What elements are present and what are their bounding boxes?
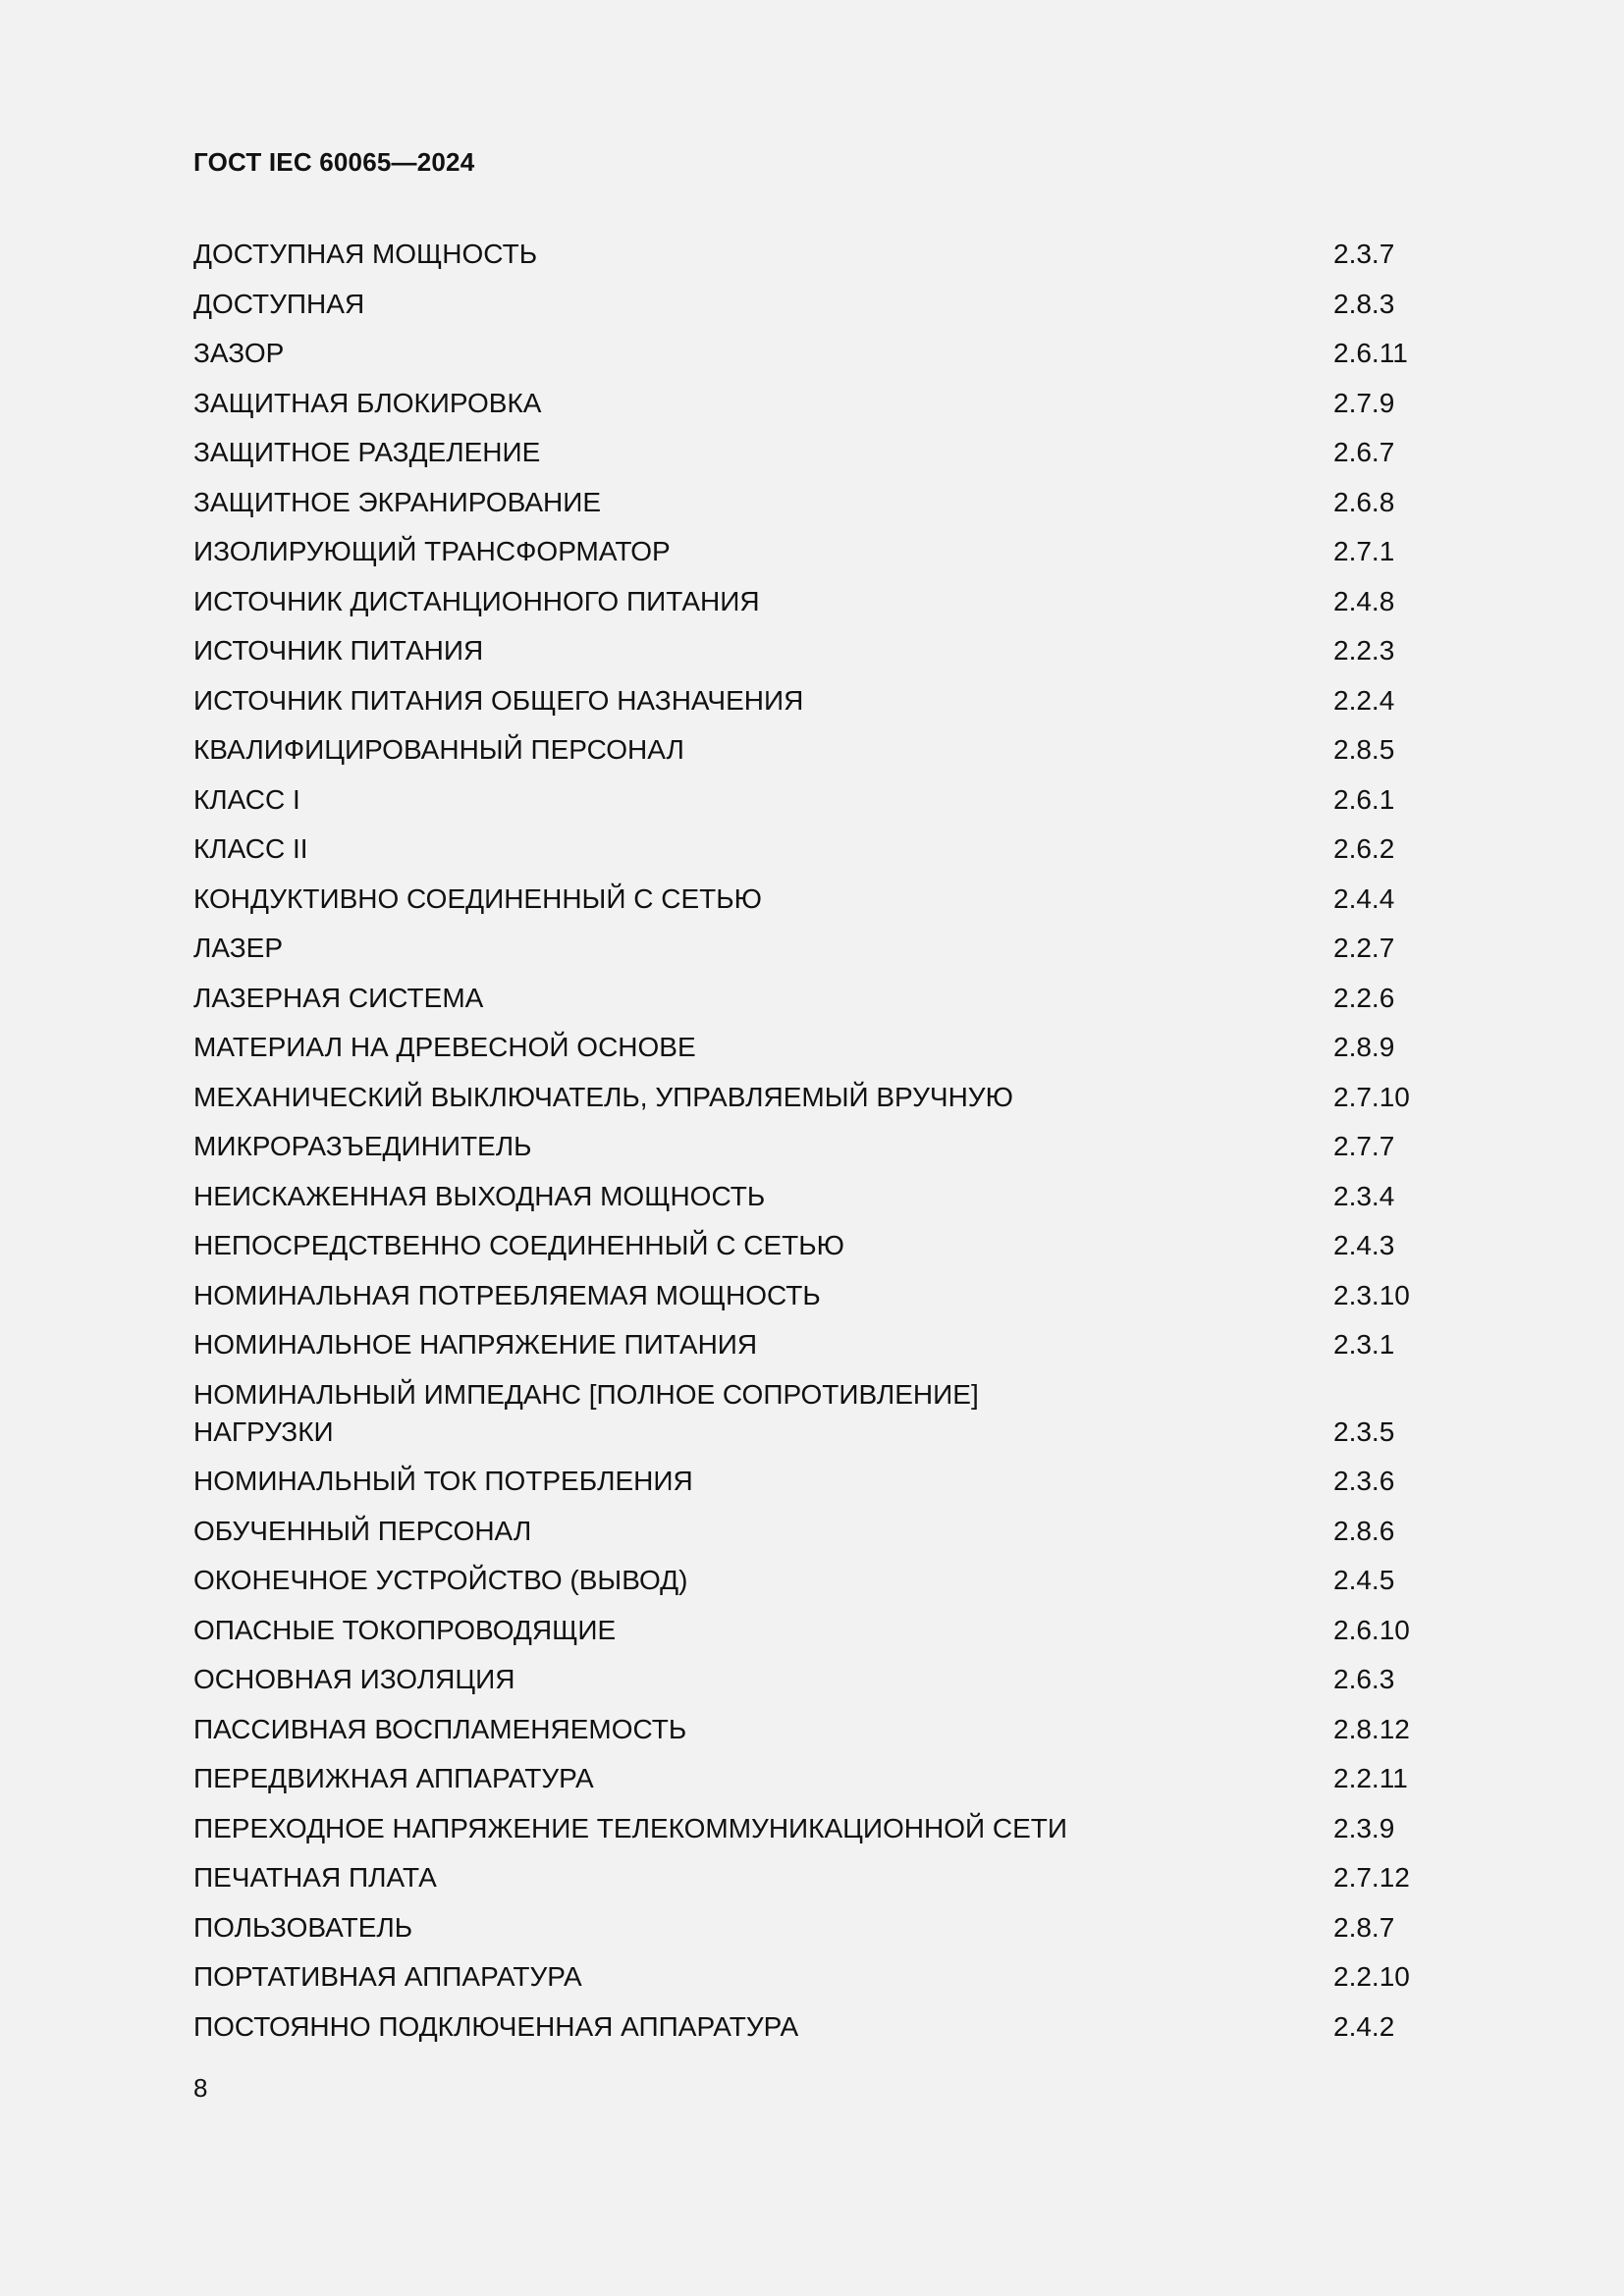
index-entry [193,1859,1431,1896]
index-entry [193,1661,1431,1698]
index-term: НОМИНАЛЬНЫЙ ТОК ПОТРЕБЛЕНИЯ [193,1466,693,1496]
index-entry [193,1711,1431,1748]
index-term: ЗАЩИТНОЕ ЭКРАНИРОВАНИЕ [193,486,602,517]
index-reference: 2.7.7 [1333,1131,1395,1161]
index-term: ИСТОЧНИК ПИТАНИЯ ОБЩЕГО НАЗНАЧЕНИЯ [193,684,804,716]
index-entry [193,583,1431,620]
index-reference: 2.2.10 [1333,1961,1410,1992]
index-reference: 2.3.7 [1333,239,1395,269]
index-term: ПОРТАТИВНАЯ АППАРАТУРА [193,1961,582,1992]
index-term: ЗАЗОР [193,338,285,368]
index-reference: 2.6.8 [1333,486,1395,517]
index-term: ЗАЩИТНАЯ БЛОКИРОВКА [193,387,542,418]
index-reference: 2.3.5 [1333,1415,1395,1447]
index-reference: 2.4.4 [1333,882,1395,914]
index-term: ОБУЧЕННЫЙ ПЕРСОНАЛ [193,1515,532,1546]
index-entry [193,1562,1431,1599]
index-term: КЛАСС I [193,783,300,815]
index-entry [193,2008,1431,2046]
index-reference: 2.6.1 [1333,783,1395,815]
index-entry [193,1810,1431,1847]
index-term: ОПАСНЫЕ ТОКОПРОВОДЯЩИЕ [193,1614,617,1645]
index-term: КЛАСС II [193,833,308,864]
index-term: МЕХАНИЧЕСКИЙ ВЫКЛЮЧАТЕЛЬ, УПРАВЛЯЕМЫЙ ВРУЧНУЮ [193,1081,1013,1112]
index-reference: 2.8.12 [1333,1713,1410,1744]
index-reference: 2.7.10 [1333,1081,1410,1112]
index-reference: 2.3.9 [1333,1812,1395,1843]
index-reference: 2.6.11 [1333,338,1408,368]
index-reference: 2.7.1 [1333,536,1395,566]
index-entry [193,1227,1431,1264]
index-entry [193,980,1431,1017]
index-term: ДОСТУПНАЯ [193,288,365,319]
page-number: 8 [193,2073,208,2103]
index-term: ПАССИВНАЯ ВОСПЛАМЕНЯЕМОСТЬ [193,1713,687,1744]
index-term: ЗАЩИТНОЕ РАЗДЕЛЕНИЕ [193,437,541,467]
index-reference: 2.7.12 [1333,1862,1410,1893]
index-entry [193,1760,1431,1797]
index-reference: 2.4.8 [1333,585,1395,616]
index-reference: 2.3.10 [1333,1279,1410,1310]
index-reference: 2.2.7 [1333,933,1395,963]
index-entry [193,1463,1431,1500]
index-reference: 2.8.9 [1333,1032,1395,1062]
index-entry [193,1958,1431,1996]
index-entry [193,1376,1431,1451]
index-term: НОМИНАЛЬНАЯ ПОТРЕБЛЯЕМАЯ МОЩНОСТЬ [193,1279,821,1310]
index-entry [193,1909,1431,1947]
index-entry [193,1612,1431,1649]
index-reference: 2.6.3 [1333,1664,1395,1694]
index-entry [193,632,1431,669]
index-reference: 2.4.3 [1333,1230,1395,1260]
document-header: ГОСТ IEC 60065—2024 [193,147,475,177]
index-reference: 2.6.10 [1333,1614,1410,1645]
index-reference: 2.7.9 [1333,387,1395,418]
index-term: КВАЛИФИЦИРОВАННЫЙ ПЕРСОНАЛ [193,734,684,765]
index-reference: 2.2.6 [1333,982,1395,1013]
index-term: ОСНОВНАЯ ИЗОЛЯЦИЯ [193,1664,515,1694]
index-reference: 2.2.3 [1333,635,1395,666]
index-reference: 2.8.6 [1333,1515,1395,1546]
index-entry [193,1513,1431,1550]
index-reference: 2.2.4 [1333,684,1395,716]
index-reference: 2.2.11 [1333,1763,1408,1793]
index-entry [193,781,1431,819]
index-term: ПЕЧАТНАЯ ПЛАТА [193,1862,437,1893]
index-entry [193,286,1431,323]
term-index-list [193,236,1431,2057]
index-term: НОМИНАЛЬНОЕ НАПРЯЖЕНИЕ ПИТАНИЯ [193,1329,758,1360]
index-reference: 2.3.4 [1333,1180,1395,1211]
index-entry [193,1128,1431,1165]
index-entry [193,236,1431,273]
index-term: МАТЕРИАЛ НА ДРЕВЕСНОЙ ОСНОВЕ [193,1032,696,1062]
index-term: НЕИСКАЖЕННАЯ ВЫХОДНАЯ МОЩНОСТЬ [193,1180,766,1211]
index-reference: 2.3.1 [1333,1329,1395,1360]
index-entry [193,335,1431,372]
index-entry [193,682,1431,720]
index-term: МИКРОРАЗЪЕДИНИТЕЛЬ [193,1131,532,1161]
index-term: ИСТОЧНИК ПИТАНИЯ [193,635,484,666]
index-entry [193,1277,1431,1314]
index-entry [193,533,1431,570]
index-reference: 2.4.5 [1333,1565,1395,1595]
index-term: ПОСТОЯННО ПОДКЛЮЧЕННАЯ АППАРАТУРА [193,2010,799,2042]
index-entry [193,1029,1431,1066]
index-entry [193,385,1431,422]
index-term: НЕПОСРЕДСТВЕННО СОЕДИНЕННЫЙ С СЕТЬЮ [193,1230,844,1260]
index-reference: 2.4.2 [1333,2010,1395,2042]
index-term: НОМИНАЛЬНЫЙ ИМПЕДАНС [ПОЛНОЕ СОПРОТИВЛЕНИЕ] НАГРУЗКИ [193,1378,979,1447]
index-entry [193,434,1431,471]
index-reference: 2.3.6 [1333,1466,1395,1496]
index-term: ПЕРЕХОДНОЕ НАПРЯЖЕНИЕ ТЕЛЕКОММУНИКАЦИОННОЙ СЕТИ [193,1812,1068,1843]
index-term: ЛАЗЕРНАЯ СИСТЕМА [193,982,484,1013]
index-term: КОНДУКТИВНО СОЕДИНЕННЫЙ С СЕТЬЮ [193,882,762,914]
index-entry [193,484,1431,521]
index-reference: 2.8.3 [1333,288,1395,319]
index-entry [193,1326,1431,1363]
index-entry [193,830,1431,868]
index-reference: 2.8.7 [1333,1911,1395,1943]
index-reference: 2.6.2 [1333,833,1395,864]
index-term: ИСТОЧНИК ДИСТАНЦИОННОГО ПИТАНИЯ [193,585,760,616]
index-term: ДОСТУПНАЯ МОЩНОСТЬ [193,239,538,269]
index-term: ПЕРЕДВИЖНАЯ АППАРАТУРА [193,1763,594,1793]
index-term: ЛАЗЕР [193,933,283,963]
index-entry [193,731,1431,769]
index-reference: 2.8.5 [1333,734,1395,765]
index-entry [193,930,1431,967]
index-entry [193,1178,1431,1215]
index-entry [193,1079,1431,1116]
index-entry [193,881,1431,918]
index-reference: 2.6.7 [1333,437,1395,467]
index-term: ИЗОЛИРУЮЩИЙ ТРАНСФОРМАТОР [193,536,671,566]
index-term: ПОЛЬЗОВАТЕЛЬ [193,1911,413,1943]
index-term: ОКОНЕЧНОЕ УСТРОЙСТВО (ВЫВОД) [193,1565,688,1595]
